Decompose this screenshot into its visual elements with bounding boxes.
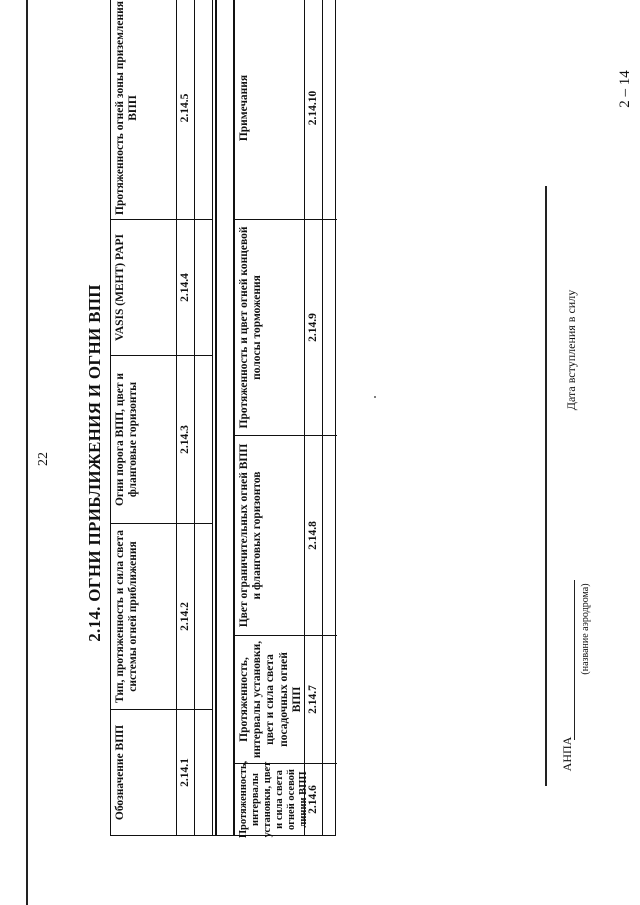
data-cell [195,0,213,219]
scan-edge [26,0,28,905]
page-number: 22 [36,452,51,466]
data-cell [323,0,337,219]
code-2-14-8: 2.14.8 [305,435,323,635]
header-edge-lights: Протяженность, интервалы установки, цвет и сила света посадочных огней ВПП [235,635,305,763]
scan-speck [374,396,376,398]
code-2-14-9: 2.14.9 [305,219,323,435]
header-end-lights: Цвет ограничительных огней ВПП и фланговых горизонтов [235,435,305,635]
header-vasis: VASIS (MEHT) PAPI [111,219,177,355]
header-remarks: Примечания [235,0,305,219]
code-2-14-4: 2.14.4 [177,219,195,355]
code-2-14-6: 2.14.6 [305,763,323,835]
code-2-14-1: 2.14.1 [177,709,195,835]
header-approach-lights: Тип, протяженность и сила света системы огней приближения [111,523,177,709]
data-cell [323,435,337,635]
data-cell [195,523,213,709]
aerodrome-name-line [574,580,575,740]
aerodrome-name-caption: (название аэродрома) [580,583,591,675]
data-cell [323,219,337,435]
data-cell [323,763,337,835]
code-2-14-10: 2.14.10 [305,0,323,219]
effective-date-label: Дата вступления в силу [564,289,578,411]
code-2-14-7: 2.14.7 [305,635,323,763]
data-cell [195,709,213,835]
header-threshold-lights: Огни порога ВПП, цвет и фланговые горизонты [111,355,177,523]
section-title: 2.14. ОГНИ ПРИБЛИЖЕНИЯ И ОГНИ ВПП [85,284,104,642]
header-stopway-lights: Протяженность и цвет огней концевой полосы торможения [235,219,305,435]
header-runway-designation: Обозначение ВПП [111,709,177,835]
header-touchdown-zone: Протяженность огней зоны приземления ВПП [111,0,177,219]
page-code: 2 – 14 [617,70,633,108]
data-cell [195,219,213,355]
code-2-14-2: 2.14.2 [177,523,195,709]
block-separator [215,0,217,835]
aip-label: АНПА [560,736,574,772]
code-2-14-3: 2.14.3 [177,355,195,523]
code-2-14-5: 2.14.5 [177,0,195,219]
footer-rule [545,186,547,786]
data-cell [195,355,213,523]
header-centerline-lights: Протяженность, интервалы установки, цвет и сила света огней осевой линии ВПП [235,763,305,835]
data-cell [323,635,337,763]
runway-lights-table [110,0,336,839]
